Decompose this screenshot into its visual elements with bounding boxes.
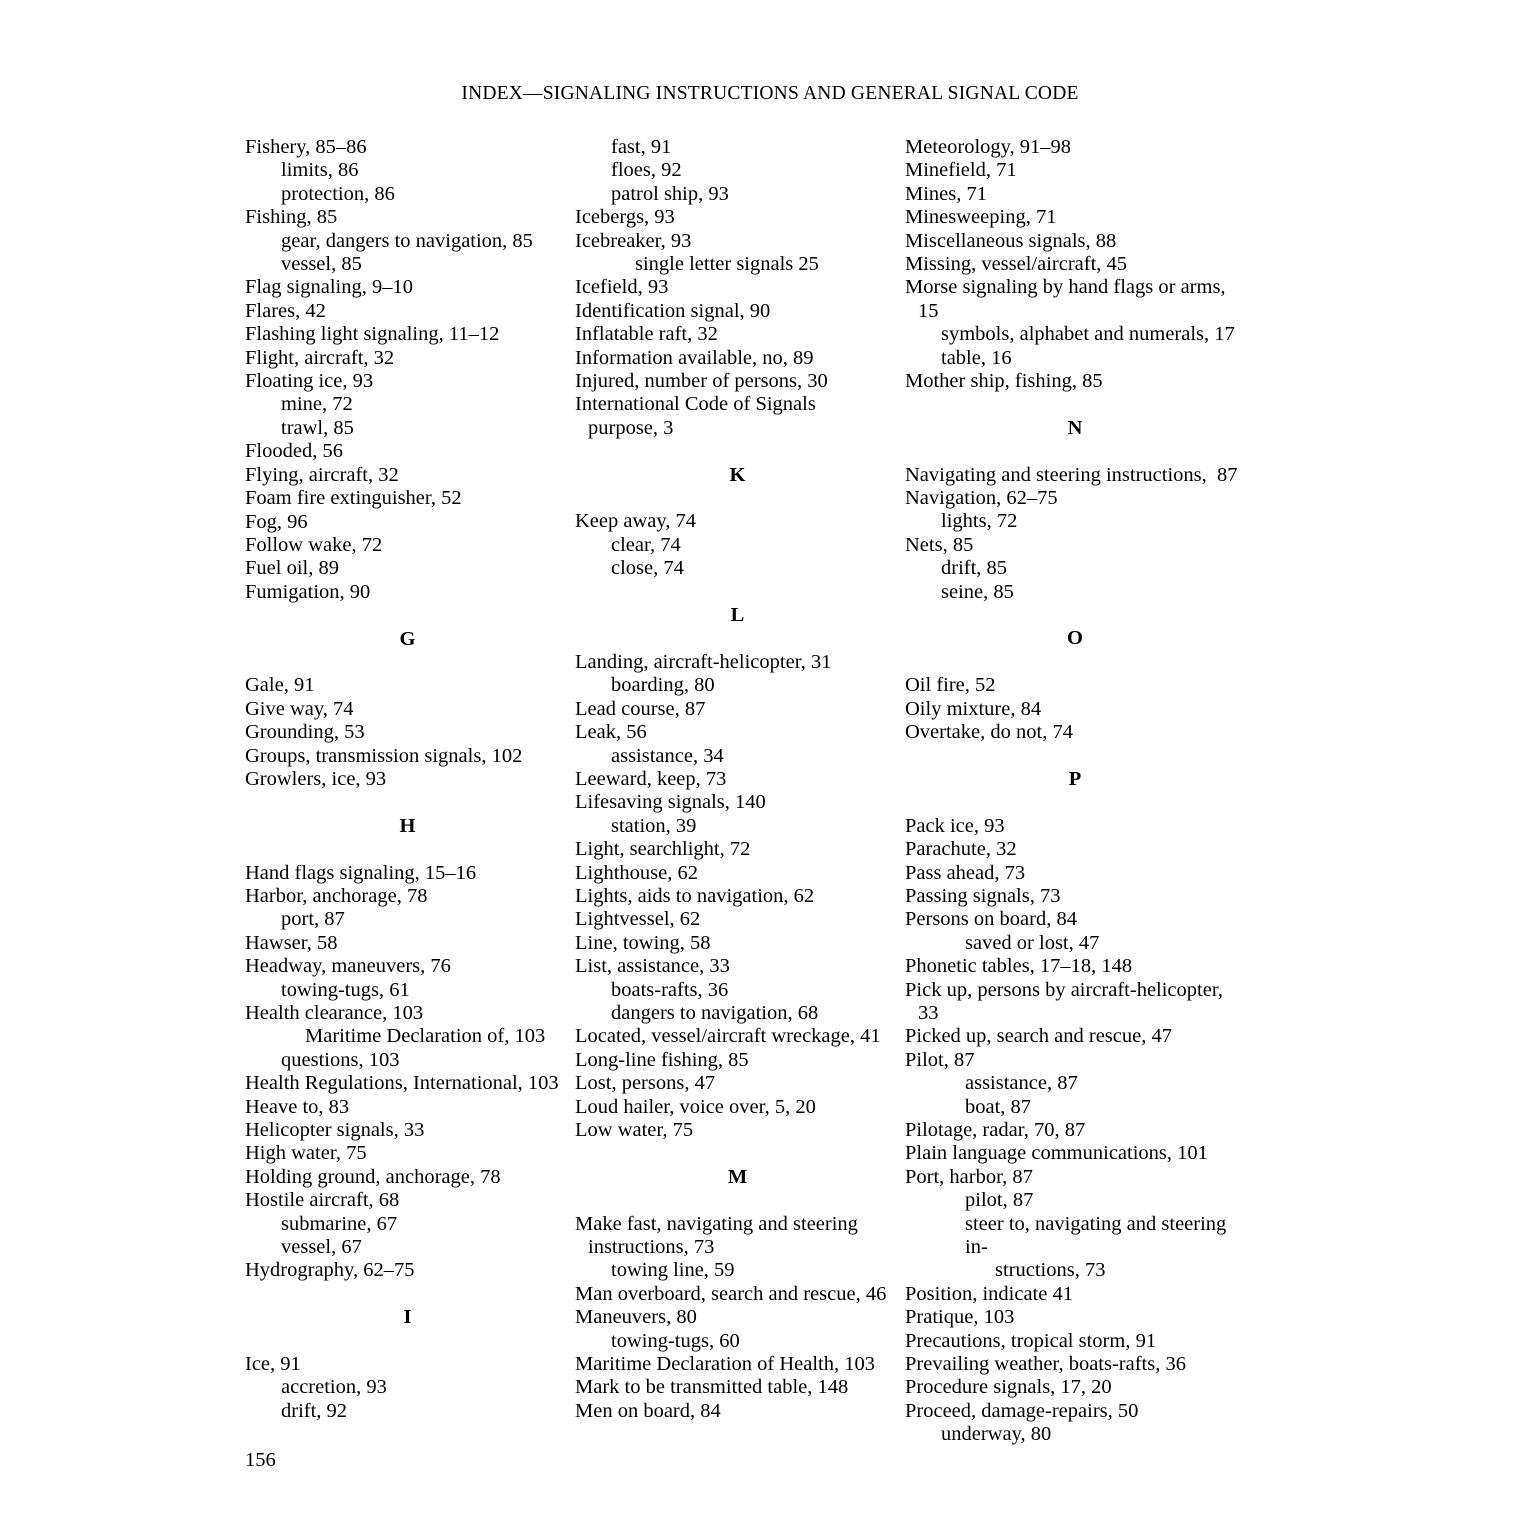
index-entry: Health Regulations, International, 103 [245, 1072, 559, 1095]
index-entry: Hand flags signaling, 15–16 [245, 861, 477, 884]
index-subentry: saved or lost, 47 [965, 931, 1100, 954]
index-entry: Port, harbor, 87 [905, 1165, 1033, 1188]
index-entry: Hostile aircraft, 68 [245, 1189, 400, 1212]
index-subentry: structions, 73 [995, 1259, 1106, 1282]
index-entry: Pass ahead, 73 [905, 861, 1026, 884]
index-section-letter: L [730, 604, 745, 627]
index-subentry: underway, 80 [941, 1423, 1052, 1446]
index-subentry: dangers to navigation, 68 [611, 1001, 819, 1024]
index-entry: Light, searchlight, 72 [575, 838, 751, 861]
index-entry: Headway, maneuvers, 76 [245, 955, 451, 978]
index-entry: Maritime Declaration of Health, 103 [575, 1353, 875, 1376]
index-subentry: towing-tugs, 60 [611, 1329, 740, 1352]
index-entry: Minesweeping, 71 [905, 206, 1057, 229]
index-entry: Pratique, 103 [905, 1306, 1015, 1329]
index-section-letter: P [1068, 767, 1082, 790]
index-subentry: 33 [918, 1001, 939, 1024]
index-subentry: drift, 85 [941, 557, 1008, 580]
index-entry: Fog, 96 [245, 510, 308, 533]
index-section-letter: O [1067, 627, 1083, 650]
index-subentry: mine, 72 [281, 393, 353, 416]
index-section-letter: M [727, 1165, 748, 1188]
index-entry: Inflatable raft, 32 [575, 323, 718, 346]
index-entry: Line, towing, 58 [575, 931, 711, 954]
index-entry: Pilotage, radar, 70, 87 [905, 1118, 1086, 1141]
index-subentry: pilot, 87 [965, 1189, 1034, 1212]
index-entry: Fumigation, 90 [245, 580, 371, 603]
page-running-head: INDEX—SIGNALING INSTRUCTIONS AND GENERAL SIGNAL CODE [461, 83, 1079, 104]
index-entry: Foam fire extinguisher, 52 [245, 487, 462, 510]
index-subentry: gear, dangers to navigation, 85 [281, 229, 533, 252]
index-entry: Mother ship, fishing, 85 [905, 370, 1103, 393]
index-subentry: floes, 92 [611, 159, 682, 182]
index-entry: International Code of Signals [575, 393, 816, 416]
index-entry: Flooded, 56 [245, 440, 343, 463]
index-entry: Flying, aircraft, 32 [245, 463, 399, 486]
index-entry: Picked up, search and rescue, 47 [905, 1025, 1172, 1048]
index-entry: Loud hailer, voice over, 5, 20 [575, 1095, 816, 1118]
index-entry: Make fast, navigating and steering [575, 1212, 858, 1235]
index-entry: Parachute, 32 [905, 838, 1017, 861]
index-subentry: station, 39 [611, 814, 697, 837]
index-subentry: assistance, 87 [965, 1072, 1078, 1095]
index-entry: Injured, number of persons, 30 [575, 370, 828, 393]
index-subentry: boat, 87 [965, 1095, 1032, 1118]
index-entry: List, assistance, 33 [575, 955, 730, 978]
index-entry: Precautions, tropical storm, 91 [905, 1329, 1157, 1352]
index-subentry: boats-rafts, 36 [611, 978, 729, 1001]
index-subentry: single letter signals 25 [635, 253, 819, 276]
index-entry: Persons on board, 84 [905, 908, 1077, 931]
index-entry: Phonetic tables, 17–18, 148 [905, 955, 1133, 978]
index-column-3 [905, 136, 1245, 1447]
index-entry: Harbor, anchorage, 78 [245, 884, 428, 907]
page-folio: 156 [245, 1449, 276, 1471]
index-entry: Overtake, do not, 74 [905, 721, 1073, 744]
index-subentry: close, 74 [611, 557, 684, 580]
index-section-letter: G [399, 627, 416, 650]
index-entry: Plain language communications, 101 [905, 1142, 1208, 1165]
index-subentry: 15 [918, 299, 939, 322]
index-subentry: trawl, 85 [281, 416, 354, 439]
index-entry: Icebreaker, 93 [575, 229, 692, 252]
index-entry: High water, 75 [245, 1142, 367, 1165]
index-entry: Pick up, persons by aircraft-helicopter, [905, 978, 1223, 1001]
index-entry: Ice, 91 [245, 1353, 301, 1376]
index-entry: Follow wake, 72 [245, 533, 383, 556]
index-entry: Proceed, damage-repairs, 50 [905, 1399, 1139, 1422]
index-entry: Low water, 75 [575, 1119, 694, 1141]
index-section-letter: I [403, 1306, 412, 1329]
index-entry: Information available, no, 89 [575, 346, 814, 369]
index-subentry: vessel, 85 [281, 253, 362, 276]
index-entry: Helicopter signals, 33 [245, 1119, 425, 1141]
index-entry: Navigation, 62–75 [905, 487, 1058, 510]
index-subentry: Maritime Declaration of, 103 [305, 1025, 546, 1048]
index-entry: Long-line fishing, 85 [575, 1048, 749, 1071]
index-columns [245, 136, 1255, 1447]
index-subentry: towing line, 59 [611, 1259, 735, 1282]
index-subentry: drift, 92 [281, 1399, 348, 1422]
index-entry: Meteorology, 91–98 [905, 136, 1072, 158]
index-subentry: symbols, alphabet and numerals, 17 [941, 323, 1235, 346]
index-subentry: steer to, navigating and steering in- [965, 1212, 1232, 1258]
index-subentry: towing-tugs, 61 [281, 978, 410, 1001]
index-entry: Landing, aircraft-helicopter, 31 [575, 650, 832, 673]
index-subentry: instructions, 73 [588, 1236, 715, 1258]
index-subentry: clear, 74 [611, 533, 681, 556]
index-entry: Morse signaling by hand flags or arms, [905, 276, 1226, 299]
index-entry: Prevailing weather, boats-rafts, 36 [905, 1353, 1186, 1376]
index-entry: Mines, 71 [905, 182, 987, 205]
index-entry: Flight, aircraft, 32 [245, 346, 395, 369]
index-entry: Identification signal, 90 [575, 299, 771, 322]
index-entry: Minefield, 71 [905, 159, 1017, 182]
index-entry: Oil fire, 52 [905, 674, 996, 697]
index-subentry: patrol ship, 93 [611, 182, 729, 205]
index-entry: Flag signaling, 9–10 [245, 276, 413, 299]
index-entry: Growlers, ice, 93 [245, 767, 387, 790]
index-subentry: fast, 91 [611, 136, 672, 158]
index-subentry: vessel, 67 [281, 1236, 362, 1259]
index-entry: Passing signals, 73 [905, 884, 1061, 907]
index-subentry: accretion, 93 [281, 1376, 387, 1399]
index-subentry: questions, 103 [281, 1048, 400, 1071]
index-subentry: seine, 85 [941, 580, 1014, 603]
index-entry: Lighthouse, 62 [575, 861, 698, 884]
index-entry: Hawser, 58 [245, 931, 338, 954]
index-entry: Oily mixture, 84 [905, 697, 1042, 720]
index-entry: Holding ground, anchorage, 78 [245, 1165, 501, 1188]
index-entry: Groups, transmission signals, 102 [245, 744, 523, 767]
index-section-letter: N [1067, 416, 1083, 439]
index-subentry: submarine, 67 [281, 1212, 398, 1235]
index-entry: Hydrography, 62–75 [245, 1259, 415, 1282]
index-subentry: table, 16 [941, 346, 1012, 369]
index-entry: Health clearance, 103 [245, 1001, 424, 1024]
index-entry: Fishing, 85 [245, 206, 338, 229]
index-entry: Keep away, 74 [575, 510, 697, 533]
index-entry: Lifesaving signals, 140 [575, 791, 766, 814]
index-entry: Man overboard, search and rescue, 46 [575, 1282, 887, 1305]
index-entry: Located, vessel/aircraft wreckage, 41 [575, 1025, 881, 1048]
index-section-letter: K [729, 463, 746, 486]
index-entry: Floating ice, 93 [245, 370, 374, 393]
index-subentry: limits, 86 [281, 159, 359, 182]
index-entry: Procedure signals, 17, 20 [905, 1376, 1112, 1399]
index-subentry: boarding, 80 [611, 674, 715, 697]
index-entry: Flares, 42 [245, 299, 326, 322]
index-entry: Icebergs, 93 [575, 206, 675, 229]
index-entry: Maneuvers, 80 [575, 1306, 697, 1329]
index-entry: Leeward, keep, 73 [575, 767, 727, 790]
index-subentry: purpose, 3 [588, 416, 674, 439]
index-subentry: port, 87 [281, 908, 345, 931]
index-entry: Miscellaneous signals, 88 [905, 229, 1117, 252]
index-entry: Flashing light signaling, 11–12 [245, 323, 500, 346]
index-entry: Pilot, 87 [905, 1048, 975, 1071]
index-entry: Lights, aids to navigation, 62 [575, 884, 815, 907]
index-entry: Gale, 91 [245, 674, 315, 697]
index-column-2 [575, 136, 900, 1423]
index-entry: Navigating and steering instructions, 87 [905, 463, 1238, 486]
index-entry: Lightvessel, 62 [575, 908, 701, 931]
index-entry: Nets, 85 [905, 533, 974, 556]
index-entry: Men on board, 84 [575, 1399, 721, 1422]
index-entry: Heave to, 83 [245, 1095, 350, 1118]
index-entry: Pack ice, 93 [905, 814, 1005, 837]
index-entry: Lead course, 87 [575, 697, 706, 720]
index-subentry: assistance, 34 [611, 744, 724, 767]
index-subentry: protection, 86 [281, 182, 395, 205]
index-entry: Fishery, 85–86 [245, 136, 367, 158]
index-entry: Lost, persons, 47 [575, 1072, 716, 1095]
index-entry: Position, indicate 41 [905, 1282, 1073, 1305]
index-entry: Leak, 56 [575, 721, 647, 744]
index-entry: Icefield, 93 [575, 276, 669, 299]
index-entry: Mark to be transmitted table, 148 [575, 1376, 849, 1399]
index-column-1 [245, 136, 570, 1423]
index-entry: Give way, 74 [245, 697, 354, 720]
index-entry: Fuel oil, 89 [245, 557, 339, 580]
index-entry: Grounding, 53 [245, 721, 365, 744]
index-section-letter: H [399, 814, 416, 837]
index-subentry: lights, 72 [941, 510, 1018, 533]
index-entry: Missing, vessel/aircraft, 45 [905, 253, 1128, 276]
